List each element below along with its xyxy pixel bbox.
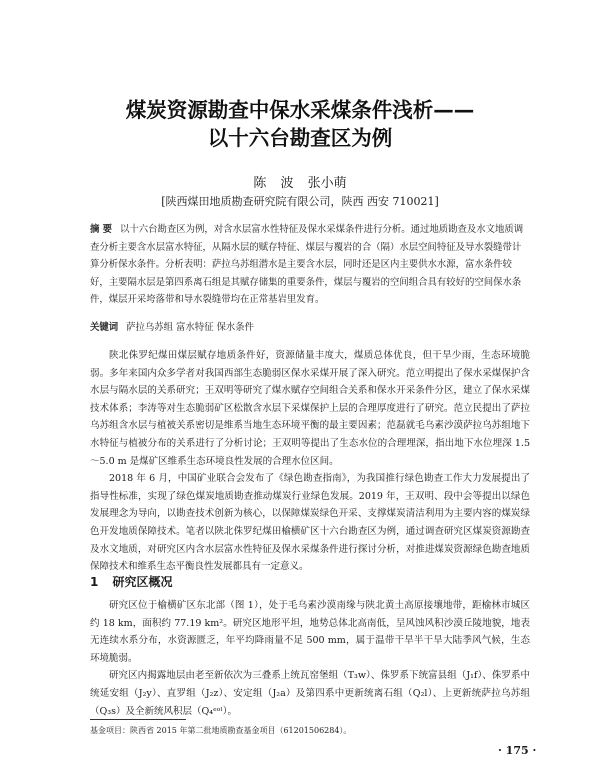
section-body xyxy=(90,597,530,720)
keywords-label: 关键词 xyxy=(90,322,119,333)
body-paragraph: 2018 年 6 月，中国矿业联合会发布了《绿色勘查指南》，为我国推行绿色勘查工作大力发展提出了指导性标准，实现了绿色煤炭地质勘查推动煤炭行业绿色发展。2019 年，王双明、段中会等提出以绿色发展理念为导向，以勘查技术创新为核心，以保障煤炭绿色开采、支撑煤炭清洁利用为主要内容的煤炭绿色开发地质保障技术。笔者以陕北侏罗纪煤田榆横矿区十六台勘查区为例，通过调查研究区煤炭资源勘查及水文地质，对研究区内含水层富水性特征及保水采煤条件进行探讨分析，对推进煤炭资源绿色勘查地质保障技术和维系生态平衡良性发展都具有一定意义。 xyxy=(90,473,530,573)
body-paragraph: 陕北侏罗纪煤田煤层赋存地质条件好，资源储量丰度大，煤质总体优良，但干旱少雨，生态环境脆弱。多年来国内众多学者对我国西部生态脆弱区保水采煤开展了深入研究。范立明提出了保水采煤保护含水层与隔水层的关系研究；王双明等研究了煤水赋存空间组合关系和保水开采条件分区，建立了保水采煤技术体系；李涛等对生态脆弱矿区松散含水层下采煤保护上层的合理厚度进行了研究。范立民提出了萨拉乌苏组含水层与植被关系密切是维系当地生态环境平衡的最主要因素；范磊就毛乌素沙漠萨拉乌苏组地下水特征与植被分布的关系进行了分析讨论；王双明等提出了生态水位的合理埋深，指出地下水位埋深 1.5～5.0 m 是煤矿区维系生态环境良性发展的合理水位区间。 xyxy=(90,350,530,467)
keywords xyxy=(90,319,530,337)
affiliation: [陕西煤田地质勘查研究院有限公司，陕西 西安 710021] xyxy=(161,195,439,208)
footnote-divider xyxy=(90,719,186,720)
paper-title-line-2: 以十六台勘查区为例 xyxy=(207,126,393,150)
page-number: · 175 · xyxy=(498,744,537,757)
authors: 陈 波 张小萌 xyxy=(253,176,347,191)
abstract-text: 以十六台勘查区为例，对含水层富水性特征及保水采煤条件进行分析。通过地质勘查及水文地质调查分析主要含水层富水特征，从隔水层的赋存特征、煤层与覆岩的合（隔）水层空间特征及导水裂缝带计算分析保水条件。分析表明：萨拉乌苏组潜水是主要含水层，同时还是区内主要供水水源，富水条件较好，主要隔水层是第四系离石组是其赋存储集的重要条件，煤层与覆岩的空间组合具有较好的空间保水条件，煤层开采垮落带和导水裂缝带均在正常基岩里发育。 xyxy=(90,224,524,305)
footnote: 基金项目：陕西省 2015 年第二批地质勘查基金项目（61201506284）。 xyxy=(90,726,352,735)
abstract xyxy=(90,221,530,309)
body-paragraph: 研究区位于榆横矿区东北部（图 1），处于毛乌素沙漠南缘与陕北黄土高原接壤地带，距榆林市城区约 18 km，面积约 77.19 km²。研究区地形平坦，地势总体北高南低，呈风蚀风积沙漠丘陵地貌，地表无连续水系分布，水资源匮乏，年平均降雨量不足 500 mm，属于温带干旱半干旱大陆季风气候，生态环境脆弱。 xyxy=(90,600,530,664)
body-paragraph: 研究区内揭露地层由老至新依次为三叠系上统瓦窑堡组（T₃w）、侏罗系下统富县组（J₁f）、侏罗系中统延安组（J₂y）、直罗组（J₂z）、安定组（J₂a）及第四系中更新统离石组（Q₂l）、上更新统萨拉乌苏组（Q₃s）及全新统风积层（Q₄ᵉᵒˡ）。 xyxy=(90,670,530,717)
paper-title-line-1: 煤炭资源勘查中保水采煤条件浅析—— xyxy=(125,98,475,122)
abstract-label: 摘 要 xyxy=(90,224,113,235)
keywords-text: 萨拉乌苏组 富水特征 保水条件 xyxy=(126,322,254,333)
intro-body xyxy=(90,347,530,576)
section-heading: 1 研究区概况 xyxy=(90,575,173,589)
